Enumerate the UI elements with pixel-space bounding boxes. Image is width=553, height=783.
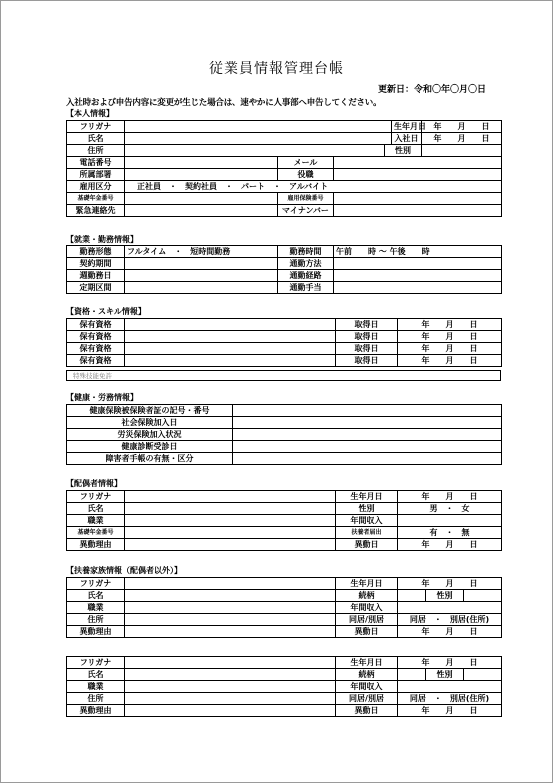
label-emergency: 緊急連絡先 [67, 205, 125, 217]
label-income: 年間収入 [336, 602, 398, 614]
label-social-insurance: 社会保険加入日 [67, 417, 233, 429]
section-dependents-header: 【扶養家族情報（配偶者以外）】 [66, 566, 182, 575]
skills-field[interactable]: 特殊技能免許 [66, 370, 501, 381]
label-change-reason: 異動理由 [67, 705, 125, 717]
table-row [67, 429, 502, 441]
join-field[interactable]: 年 月 日 [422, 133, 502, 145]
label-qualification: 保有資格 [67, 343, 125, 355]
label-commute-allowance: 通勤手当 [278, 282, 334, 294]
disability-field[interactable] [233, 453, 502, 465]
label-pension: 基礎年金番号 [67, 193, 125, 205]
label-qualification: 保有資格 [67, 355, 125, 367]
table-row [67, 331, 502, 343]
work-hours-field[interactable]: 午前 時 ～ 午後 時 [334, 246, 502, 258]
work-form-options[interactable]: フルタイム ・ 短時間勤務 [125, 246, 278, 258]
gender-field[interactable] [464, 590, 502, 602]
section-employment-header: 【就業・勤務情報】 [66, 235, 138, 244]
table-row [67, 343, 502, 355]
table-row [67, 181, 502, 193]
label-income: 年間収入 [336, 681, 398, 693]
address-field[interactable] [125, 693, 336, 705]
pension-field[interactable] [125, 527, 336, 539]
label-furigana: フリガナ [67, 578, 125, 590]
label-change-reason: 異動理由 [67, 626, 125, 638]
emp-type-options[interactable]: 正社員 ・ 契約社員 ・ パート ・ アルバイト [125, 181, 502, 193]
label-gender: 性別 [336, 503, 398, 515]
table-row [67, 527, 502, 539]
acquired-field[interactable]: 年 月 日 [398, 355, 502, 367]
income-field[interactable] [398, 515, 502, 527]
gender-options[interactable]: 男 ・ 女 [398, 503, 502, 515]
change-date-field[interactable]: 年 月 日 [398, 626, 502, 638]
label-health-check: 健康診断受診日 [67, 441, 233, 453]
label-name: 氏名 [67, 669, 125, 681]
label-pension: 基礎年金番号 [67, 527, 125, 539]
table-row [67, 282, 502, 294]
label-change-date: 異動日 [336, 705, 398, 717]
commute-allowance-field[interactable] [334, 282, 502, 294]
updated-date: 更新日：令和〇年〇月〇日 [378, 85, 487, 95]
label-acquired: 取得日 [336, 355, 398, 367]
label-gender: 性別 [426, 669, 464, 681]
dependent-table-2 [66, 656, 502, 717]
dependent-options[interactable]: 有 ・ 無 [398, 527, 502, 539]
table-row [67, 270, 502, 282]
change-reason-field[interactable] [125, 539, 336, 551]
label-insurance-no: 雇用保険番号 [278, 193, 334, 205]
table-row [67, 405, 502, 417]
section-qualification-header: 【資格・スキル情報】 [66, 307, 146, 316]
job-field[interactable] [125, 515, 336, 527]
label-disability: 障害者手帳の有無・区分 [67, 453, 233, 465]
label-dependent: 扶養者届出 [336, 527, 398, 539]
label-emp-type: 雇用区分 [67, 181, 125, 193]
change-date-field[interactable]: 年 月 日 [398, 705, 502, 717]
label-change-reason: 異動理由 [67, 539, 125, 551]
change-date-field[interactable]: 年 月 日 [398, 539, 502, 551]
name-field[interactable] [125, 133, 392, 145]
phone-field[interactable] [125, 157, 278, 169]
label-gender: 性別 [426, 590, 464, 602]
birth-field[interactable]: 年 月 日 [398, 578, 502, 590]
table-row [67, 157, 502, 169]
change-reason-field[interactable] [125, 705, 336, 717]
label-commute-route: 通勤経路 [278, 270, 334, 282]
furigana-field[interactable] [125, 657, 336, 669]
gender-field[interactable] [422, 145, 502, 157]
pension-field[interactable] [125, 193, 278, 205]
health-insurance-field[interactable] [233, 405, 502, 417]
gender-field[interactable] [464, 669, 502, 681]
table-row [67, 693, 502, 705]
furigana-field[interactable] [125, 491, 336, 503]
table-row [67, 515, 502, 527]
job-field[interactable] [125, 602, 336, 614]
name-field[interactable] [125, 590, 336, 602]
label-furigana: フリガナ [67, 121, 125, 133]
label-address: 住所 [67, 614, 125, 626]
label-qualification: 保有資格 [67, 319, 125, 331]
holidays-field[interactable] [125, 282, 278, 294]
acquired-field[interactable]: 年 月 日 [398, 343, 502, 355]
table-row [67, 705, 502, 717]
position-field[interactable] [334, 169, 502, 181]
table-row [67, 626, 502, 638]
table-row [67, 145, 502, 157]
label-position: 役職 [278, 169, 334, 181]
table-row [67, 355, 502, 367]
acquired-field[interactable]: 年 月 日 [398, 331, 502, 343]
label-acquired: 取得日 [336, 331, 398, 343]
emergency-field[interactable] [125, 205, 278, 217]
section-spouse-header: 【配偶者情報】 [66, 479, 122, 488]
income-field[interactable] [398, 681, 502, 693]
furigana-field[interactable] [125, 121, 392, 133]
label-relation: 続柄 [336, 669, 398, 681]
table-row [67, 657, 502, 669]
label-health-insurance: 健康保険被保険者証の記号・番号 [67, 405, 233, 417]
commute-route-field[interactable] [334, 270, 502, 282]
workers-comp-field[interactable] [233, 429, 502, 441]
mail-field[interactable] [334, 157, 502, 169]
label-change-date: 異動日 [336, 539, 398, 551]
table-row [67, 205, 502, 217]
name-field[interactable] [125, 503, 336, 515]
label-birth: 生年月日 [336, 578, 398, 590]
label-name: 氏名 [67, 503, 125, 515]
label-mail: メール [278, 157, 334, 169]
living-options[interactable]: 同居 ・ 別居(住所) [398, 614, 502, 626]
label-address: 住所 [67, 693, 125, 705]
table-row [67, 614, 502, 626]
dependent-table-1 [66, 577, 502, 638]
label-holidays: 定期区間 [67, 282, 125, 294]
name-field[interactable] [125, 669, 336, 681]
label-birth: 生年月日 [392, 121, 422, 133]
label-commute-method: 通勤方法 [278, 258, 334, 270]
table-row [67, 578, 502, 590]
table-row [67, 441, 502, 453]
relation-field[interactable] [398, 590, 426, 602]
table-row [67, 246, 502, 258]
furigana-field[interactable] [125, 578, 336, 590]
table-row [67, 602, 502, 614]
table-row [67, 491, 502, 503]
table-row [67, 669, 502, 681]
table-row [67, 258, 502, 270]
dept-field[interactable] [125, 169, 278, 181]
living-options[interactable]: 同居 ・ 別居(住所) [398, 693, 502, 705]
weekly-days-field[interactable] [125, 270, 278, 282]
table-row [67, 169, 502, 181]
health-table [66, 404, 502, 465]
table-row [67, 539, 502, 551]
label-dept: 所属部署 [67, 169, 125, 181]
label-contract: 契約期間 [67, 258, 125, 270]
qualification-field[interactable] [125, 331, 336, 343]
table-row [67, 453, 502, 465]
label-living: 同居/別居 [336, 693, 398, 705]
table-row [67, 681, 502, 693]
table-row [67, 319, 502, 331]
table-row [67, 417, 502, 429]
label-name: 氏名 [67, 590, 125, 602]
label-weekly-days: 週勤務日 [67, 270, 125, 282]
label-job: 職業 [67, 681, 125, 693]
label-join: 入社日 [392, 133, 422, 145]
label-furigana: フリガナ [67, 657, 125, 669]
job-field[interactable] [125, 681, 336, 693]
qualification-field[interactable] [125, 343, 336, 355]
notice-text: 入社時および申告内容に変更が生じた場合は、速やかに人事部へ申告してください。 [66, 98, 382, 108]
label-change-date: 異動日 [336, 626, 398, 638]
qualification-table [66, 318, 502, 367]
label-job: 職業 [67, 602, 125, 614]
section-personal-header: 【本人情報】 [66, 109, 114, 118]
label-furigana: フリガナ [67, 491, 125, 503]
section-health-header: 【健康・労務情報】 [66, 393, 138, 402]
page-title: 従業員情報管理台帳 [209, 61, 344, 77]
relation-field[interactable] [398, 669, 426, 681]
label-name: 氏名 [67, 133, 125, 145]
spouse-table [66, 490, 502, 551]
insurance-no-field[interactable] [334, 193, 502, 205]
label-qualification: 保有資格 [67, 331, 125, 343]
label-workers-comp: 労災保険加入状況 [67, 429, 233, 441]
label-gender: 性別 [384, 145, 421, 156]
health-check-field[interactable] [233, 441, 502, 453]
table-row [67, 193, 502, 205]
label-job: 職業 [67, 515, 125, 527]
qualification-field[interactable] [125, 355, 336, 367]
table-row [67, 503, 502, 515]
birth-field[interactable]: 年 月 日 [398, 657, 502, 669]
commute-method-field[interactable] [334, 258, 502, 270]
personal-table [66, 120, 502, 217]
label-work-hours: 勤務時間 [278, 246, 334, 258]
label-acquired: 取得日 [336, 319, 398, 331]
label-relation: 続柄 [336, 590, 398, 602]
label-birth: 生年月日 [336, 491, 398, 503]
social-insurance-field[interactable] [233, 417, 502, 429]
label-address: 住所 [67, 145, 125, 157]
label-phone: 電話番号 [67, 157, 125, 169]
birth-field[interactable]: 年 月 日 [422, 121, 502, 133]
label-birth: 生年月日 [336, 657, 398, 669]
change-reason-field[interactable] [125, 626, 336, 638]
table-row [67, 121, 502, 133]
table-row [67, 133, 502, 145]
employment-table [66, 245, 502, 294]
table-row [67, 590, 502, 602]
label-income: 年間収入 [336, 515, 398, 527]
label-acquired: 取得日 [336, 343, 398, 355]
contract-field[interactable] [125, 258, 278, 270]
birth-field[interactable]: 年 月 日 [398, 491, 502, 503]
label-living: 同居/別居 [336, 614, 398, 626]
qualification-field[interactable] [125, 319, 336, 331]
income-field[interactable] [398, 602, 502, 614]
mynumber-field[interactable] [334, 205, 502, 217]
address-field[interactable] [125, 145, 422, 157]
label-mynumber: マイナンバー [278, 205, 334, 217]
label-work-form: 勤務形態 [67, 246, 125, 258]
address-field[interactable] [125, 614, 336, 626]
acquired-field[interactable]: 年 月 日 [398, 319, 502, 331]
